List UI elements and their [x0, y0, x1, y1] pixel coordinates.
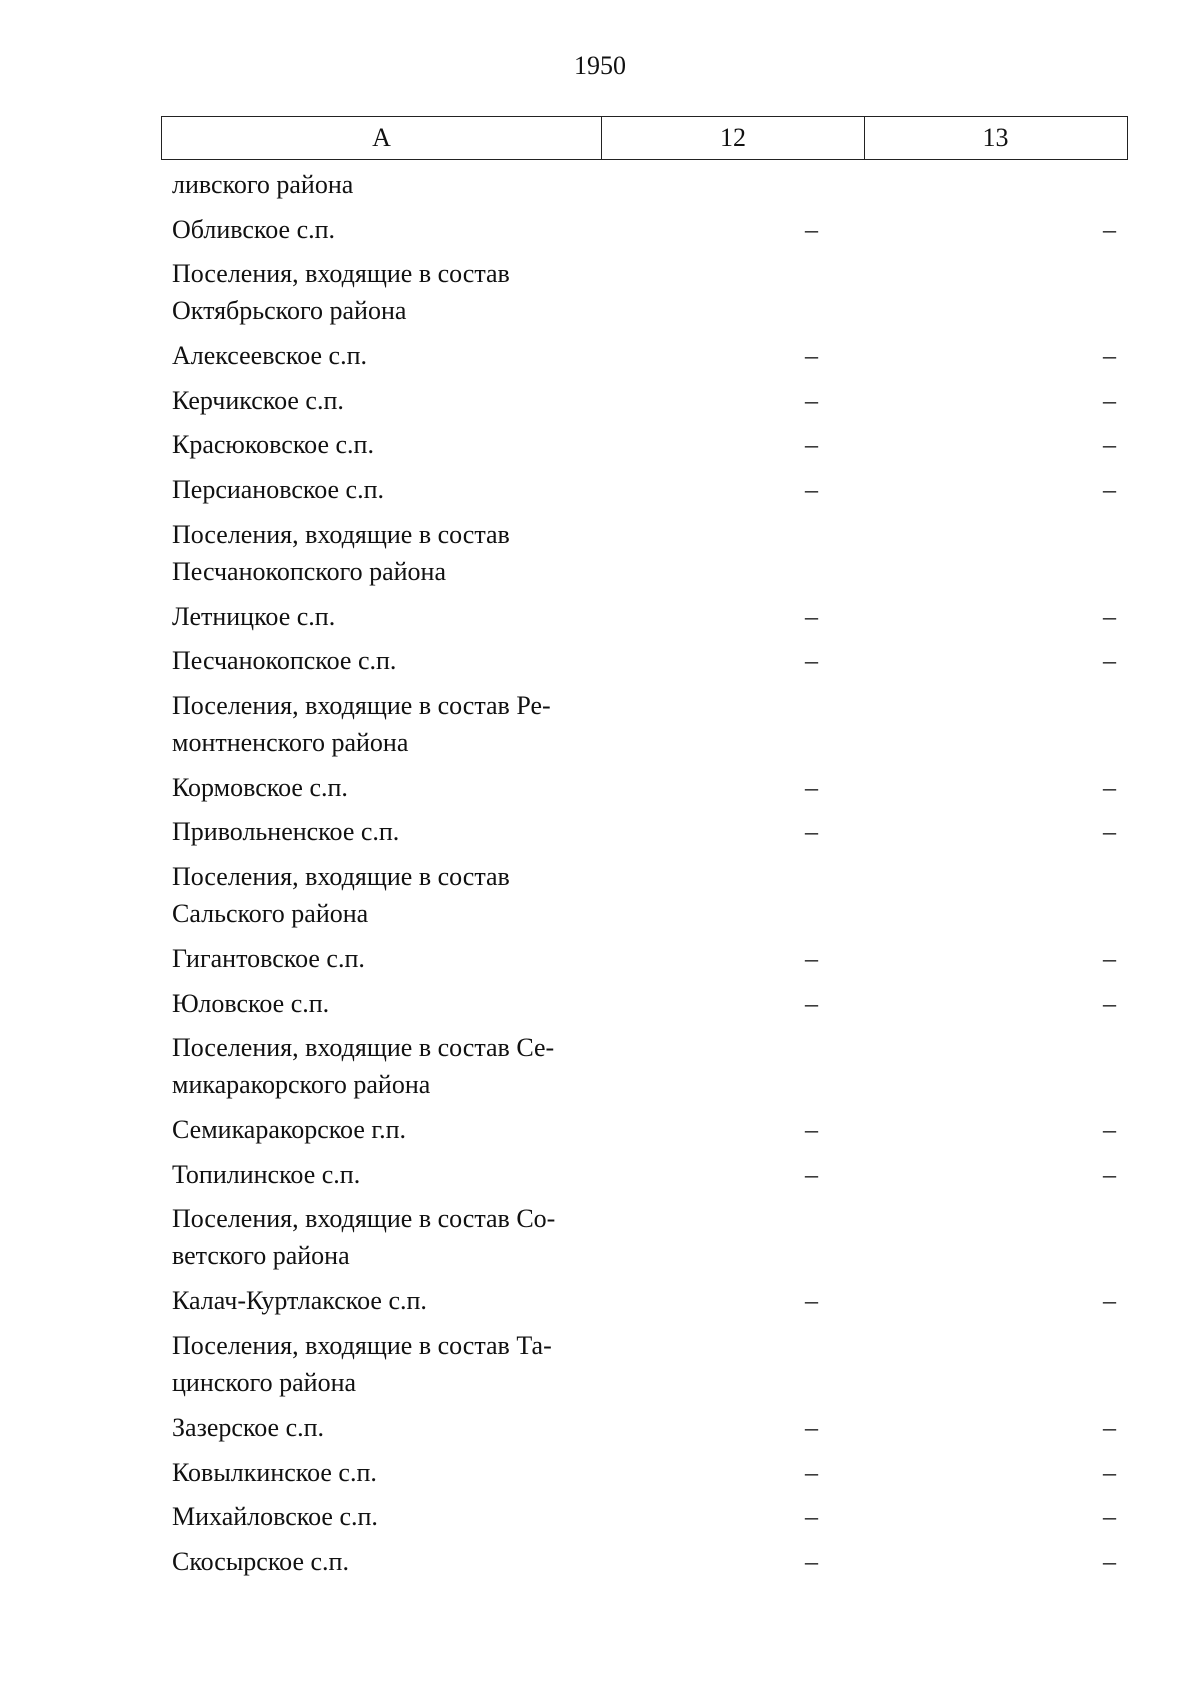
table-row-group-heading	[161, 1200, 1128, 1282]
column-header-12: 12	[602, 117, 865, 159]
row-label: Скосырское с.п.	[172, 1546, 349, 1576]
row-label: Поселения, входящие в состав Октябрьского района	[172, 259, 510, 326]
table-row	[161, 985, 1128, 1030]
table-row	[161, 1409, 1128, 1454]
table-row	[161, 1111, 1128, 1156]
cell-col-13: –	[1103, 474, 1116, 504]
cell-col-12: –	[805, 1115, 818, 1145]
row-label: Песчанокопское с.п.	[172, 646, 397, 676]
cell-col-12: –	[805, 1457, 818, 1487]
table-row	[161, 1282, 1128, 1327]
table-row	[161, 211, 1128, 256]
cell-col-12: –	[805, 1286, 818, 1316]
row-label: ливского района	[172, 170, 354, 199]
row-label: Персиановское с.п.	[172, 474, 385, 504]
cell-col-13: –	[1103, 817, 1116, 847]
table-row	[161, 166, 1128, 211]
table-row	[161, 1156, 1128, 1201]
row-label: Топилинское с.п.	[172, 1159, 361, 1189]
column-header-a: А	[162, 117, 602, 159]
table-row	[161, 598, 1128, 643]
cell-col-12: –	[805, 943, 818, 973]
cell-col-12: –	[805, 430, 818, 460]
table-row	[161, 642, 1128, 687]
table-row	[161, 426, 1128, 471]
row-label: Кормовское с.п.	[172, 772, 348, 802]
table-row	[161, 813, 1128, 858]
row-label: Поселения, входящие в состав Та-цинского района	[172, 1330, 552, 1397]
cell-col-13: –	[1103, 430, 1116, 460]
table-row	[161, 1543, 1128, 1588]
cell-col-13: –	[1103, 1457, 1116, 1487]
cell-col-12: –	[805, 1412, 818, 1442]
row-label: Михайловское с.п.	[172, 1502, 378, 1532]
cell-col-13: –	[1103, 1546, 1116, 1576]
table-header	[161, 116, 1128, 160]
table-row-group-heading	[161, 687, 1128, 769]
table-row	[161, 940, 1128, 985]
row-label: Обливское с.п.	[172, 214, 336, 244]
cell-col-12: –	[805, 1502, 818, 1532]
cell-col-12: –	[805, 214, 818, 244]
table-body	[161, 166, 1128, 1587]
cell-col-13: –	[1103, 772, 1116, 802]
cell-col-12: –	[805, 601, 818, 631]
cell-col-12: –	[805, 988, 818, 1018]
table-row-group-heading	[161, 255, 1128, 337]
cell-col-13: –	[1103, 385, 1116, 415]
table-row	[161, 1498, 1128, 1543]
row-label: Калач-Куртлакское с.п.	[172, 1286, 427, 1316]
cell-col-13: –	[1103, 601, 1116, 631]
table-row	[161, 769, 1128, 814]
cell-col-13: –	[1103, 341, 1116, 371]
table-row-group-heading	[161, 858, 1128, 940]
cell-col-13: –	[1103, 1286, 1116, 1316]
table-row-group-heading	[161, 1029, 1128, 1111]
cell-col-12: –	[805, 341, 818, 371]
table-row	[161, 382, 1128, 427]
table-row	[161, 471, 1128, 516]
column-header-13: 13	[982, 123, 1009, 152]
row-label: Зазерское с.п.	[172, 1412, 325, 1442]
row-label: Поселения, входящие в состав Песчанокопского района	[172, 519, 510, 586]
cell-col-13: –	[1103, 943, 1116, 973]
row-label: Летницкое с.п.	[172, 601, 336, 631]
row-label: Поселения, входящие в состав Се-микаракорского района	[172, 1033, 555, 1100]
cell-col-13: –	[1103, 646, 1116, 676]
row-label: Керчикское с.п.	[172, 385, 344, 415]
row-label: Семикаракорское г.п.	[172, 1115, 407, 1145]
cell-col-12: –	[805, 817, 818, 847]
table-row-group-heading	[161, 516, 1128, 598]
cell-col-13: –	[1103, 1159, 1116, 1189]
page-number: 1950	[574, 51, 626, 80]
row-label: Поселения, входящие в состав Сальского района	[172, 861, 510, 928]
cell-col-12: –	[805, 772, 818, 802]
cell-col-13: –	[1103, 1502, 1116, 1532]
table-row	[161, 1454, 1128, 1499]
table-row	[161, 337, 1128, 382]
cell-col-13: –	[1103, 214, 1116, 244]
cell-col-13: –	[1103, 1412, 1116, 1442]
row-label: Красюковское с.п.	[172, 430, 374, 460]
cell-col-12: –	[805, 474, 818, 504]
cell-col-12: –	[805, 1546, 818, 1576]
row-label: Ковылкинское с.п.	[172, 1457, 377, 1487]
cell-col-13: –	[1103, 1115, 1116, 1145]
row-label: Гигантовское с.п.	[172, 943, 365, 973]
row-label: Привольненское с.п.	[172, 817, 400, 847]
cell-col-13: –	[1103, 988, 1116, 1018]
row-label: Алексеевское с.п.	[172, 341, 367, 371]
row-label: Поселения, входящие в состав Со-ветского района	[172, 1204, 556, 1271]
row-label: Поселения, входящие в состав Ре-монтненского района	[172, 690, 551, 757]
row-label: Юловское с.п.	[172, 988, 330, 1018]
cell-col-12: –	[805, 385, 818, 415]
table-row-group-heading	[161, 1327, 1128, 1409]
cell-col-12: –	[805, 1159, 818, 1189]
cell-col-12: –	[805, 646, 818, 676]
